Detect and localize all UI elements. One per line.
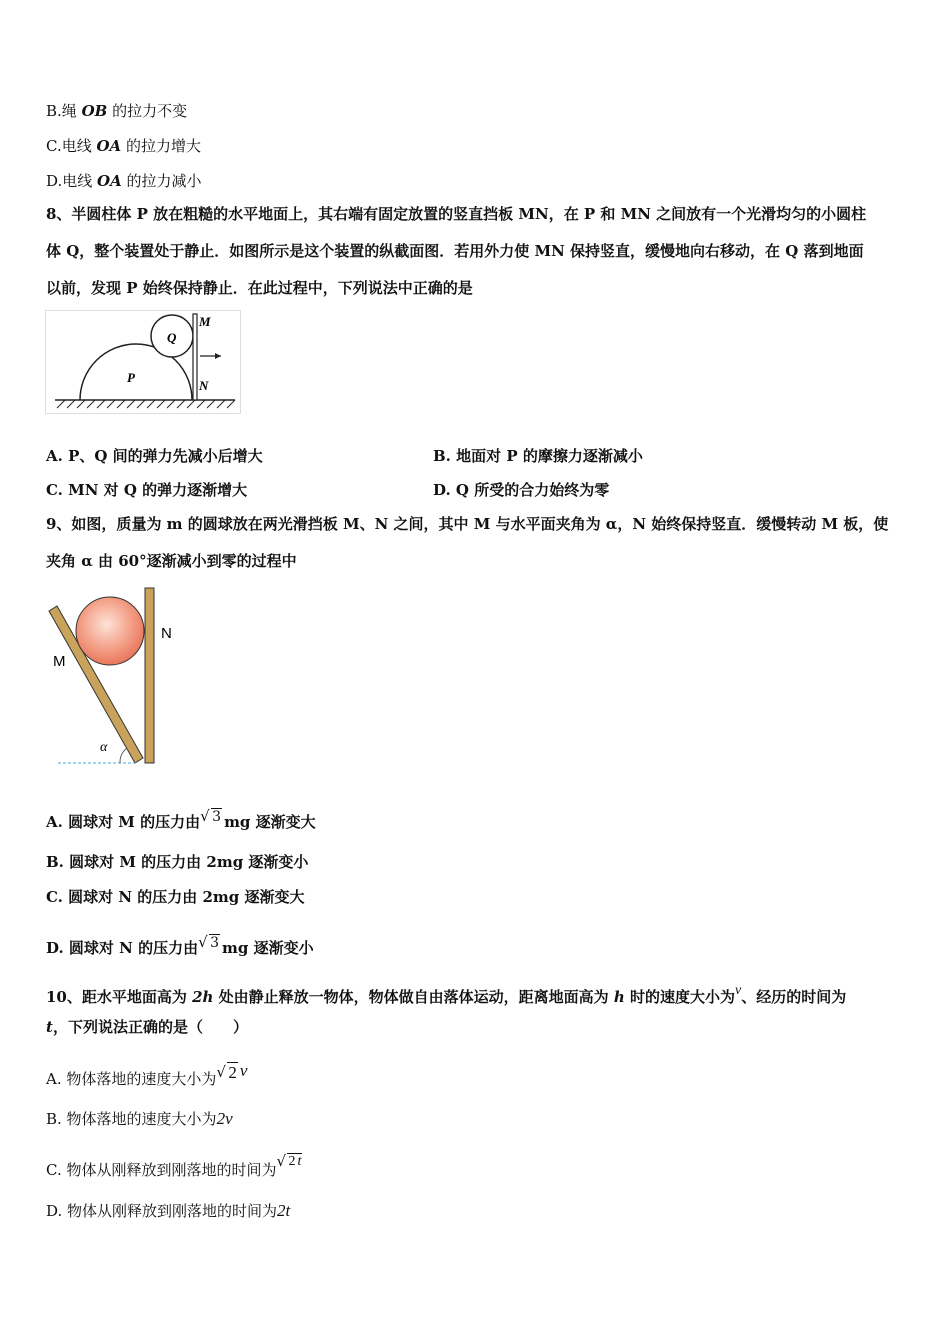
q8-option-a: A. P、Q 间的弹力先减小后增大 (46, 447, 263, 465)
option-text: D.电线 (46, 172, 98, 190)
q10-stem (46, 972, 908, 1046)
label-n: N (199, 378, 209, 393)
sqrt-symbol (200, 930, 220, 956)
sqrt-symbol (278, 1148, 302, 1176)
q8-option-c: C. MN 对 Q 的弹力逐渐增大 (46, 481, 248, 499)
q8-option-d: D. Q 所受的合力始终为零 (433, 481, 610, 499)
label-m: M (199, 314, 211, 329)
option-var: OB (81, 102, 108, 120)
q9-figure (48, 585, 188, 767)
figure-frame (46, 311, 241, 414)
q9-stem-line: 夹角 α 由 60°逐渐减小到零的过程中 (46, 552, 297, 570)
q8-figure (45, 310, 241, 414)
label-m: M (53, 653, 66, 670)
stem-var: t (46, 1018, 53, 1036)
q8-stem-line: 体 Q，整个装置处于静止．如图所示是这个装置的纵截面图．若用外力使 MN 保持竖直，缓慢地向右移动，在 Q 落到地面 (46, 242, 864, 260)
q7-option-b (46, 101, 187, 121)
stem-text: 10、距水平地面高为 (46, 988, 193, 1006)
q9-option-c: C. 圆球对 N 的压力由 2mg 逐渐变大 (46, 888, 305, 906)
label-p: P (127, 370, 135, 385)
angle-arc (120, 748, 127, 763)
option-text: mg 逐渐变小 (222, 939, 314, 957)
q9-stem-line: 9、如图，质量为 m 的圆球放在两光滑挡板 M、N 之间，其中 M 与水平面夹角为 α，N 始终保持竖直．缓慢转动 M 板，使 (46, 515, 889, 533)
option-expr: 2v (216, 1109, 233, 1128)
label-alpha: α (100, 740, 108, 755)
q9-option-a (46, 804, 316, 835)
option-var: v (239, 1061, 248, 1080)
option-text: B.绳 (46, 102, 82, 120)
q10-option-d (46, 1201, 290, 1221)
board-n (145, 588, 154, 763)
q7-option-d (46, 171, 202, 191)
q7-option-c (46, 136, 201, 156)
stem-text: 处由静止释放一物体，物体做自由落体运动，距离地面高为 (213, 988, 614, 1006)
option-text: 的拉力减小 (121, 172, 202, 190)
stem-var: 2h (192, 988, 214, 1006)
option-var: t (297, 1154, 302, 1169)
label-q: Q (167, 330, 177, 345)
q8-stem-line: 以前，发现 P 始终保持静止．在此过程中，下列说法中正确的是 (46, 279, 473, 297)
board-mn (193, 314, 197, 400)
q9-option-b: B. 圆球对 M 的压力由 2mg 逐渐变小 (46, 853, 309, 871)
stem-text: 时的速度大小为 (624, 988, 736, 1006)
option-text: D. 圆球对 N 的压力由 (46, 939, 199, 957)
sqrt-symbol (202, 804, 222, 830)
stem-var: h (613, 988, 625, 1006)
option-text: A. 圆球对 M 的压力由 (46, 813, 201, 831)
q8-option-b: B. 地面对 P 的摩擦力逐渐减小 (433, 447, 643, 465)
option-text: D. 物体从刚释放到刚落地的时间为 (46, 1202, 278, 1220)
q10-option-c (46, 1148, 304, 1184)
option-text: B. 物体落地的速度大小为 (46, 1110, 217, 1128)
sqrt-radicand: 2 (228, 1063, 237, 1082)
option-text: C.电线 (46, 137, 97, 155)
option-expr: 2t (277, 1201, 291, 1220)
sqrt-radicand: 3 (212, 809, 222, 825)
stem-text: ，下列说法正确的是（ ） (52, 1018, 248, 1036)
stem-text: 、经历的时间为 (741, 988, 847, 1006)
ball (76, 597, 144, 665)
sqrt-radicand: 3 (210, 935, 219, 951)
option-text: mg 逐渐变大 (224, 813, 316, 831)
label-n: N (161, 625, 172, 642)
q9-option-d (46, 930, 314, 961)
option-text: 的拉力不变 (107, 102, 188, 120)
q8-stem (46, 196, 908, 307)
sqrt-symbol (218, 1059, 238, 1087)
q9-stem (46, 506, 908, 580)
option-text: 的拉力增大 (121, 137, 201, 155)
q10-option-b (46, 1109, 233, 1129)
option-text: A. 物体落地的速度大小为 (46, 1070, 217, 1088)
sqrt-radicand: 2 (288, 1154, 296, 1169)
option-var: OA (96, 137, 122, 155)
q10-stem-line (46, 1009, 908, 1046)
q8-stem-line: 8、半圆柱体 P 放在粗糙的水平地面上，其右端有固定放置的竖直挡板 MN，在 P 和 MN 之间放有一个光滑均匀的小圆柱 (46, 205, 867, 223)
stem-var: v (735, 983, 742, 998)
q10-stem-line (46, 972, 908, 1009)
option-text: C. 物体从刚释放到刚落地的时间为 (46, 1161, 277, 1179)
q10-option-a (46, 1057, 247, 1093)
option-var: OA (97, 172, 122, 190)
